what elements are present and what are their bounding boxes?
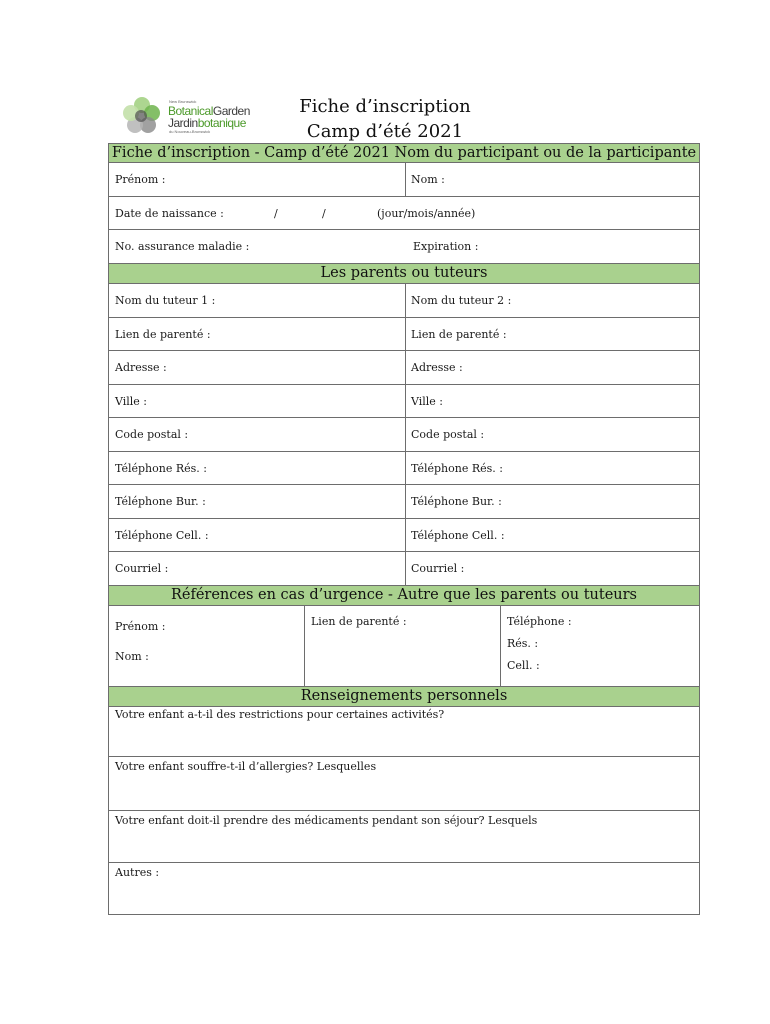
registration-form xyxy=(108,143,700,915)
emergency-relation-column[interactable] xyxy=(305,606,501,686)
parent-rows xyxy=(108,284,700,586)
guardian-1-cell-phone-field[interactable]: Téléphone Cell. : xyxy=(109,519,406,551)
guardian-1-email-field[interactable]: Courriel : xyxy=(109,552,406,585)
emergency-name-column[interactable] xyxy=(109,606,305,686)
participant-first-name-field[interactable]: Prénom : xyxy=(109,163,406,196)
logo-small-top: New Brunswick xyxy=(169,99,197,104)
table-row xyxy=(108,385,700,418)
table-row xyxy=(108,519,700,552)
table-row xyxy=(108,318,700,351)
guardian-2-work-phone-field[interactable]: Téléphone Bur. : xyxy=(411,495,502,508)
logo-line-1: BotanicalGarden xyxy=(168,104,250,118)
guardian-2-postal-field[interactable]: Code postal : xyxy=(411,428,485,441)
emergency-phone-column[interactable] xyxy=(501,606,699,686)
botanical-garden-logo xyxy=(121,96,261,136)
guardian-1-name-field[interactable]: Nom du tuteur 1 : xyxy=(109,284,406,317)
guardian-1-relation-field[interactable]: Lien de parenté : xyxy=(109,318,406,350)
guardian-1-city-field[interactable]: Ville : xyxy=(109,385,406,417)
medications-field[interactable]: Votre enfant doit-il prendre des médicaments pendant son séjour? Lesquels xyxy=(115,814,538,827)
participant-dob-field[interactable] xyxy=(109,197,699,229)
flower-logo-icon xyxy=(121,96,163,136)
participant-section-header: Fiche d’inscription - Camp d’été 2021 Nom du participant ou de la participante xyxy=(108,143,700,163)
table-row xyxy=(108,351,700,385)
allergies-row xyxy=(108,757,700,811)
guardian-2-address-field[interactable]: Adresse : xyxy=(411,361,463,374)
emergency-relation-label: Lien de parenté : xyxy=(311,615,407,628)
other-row xyxy=(108,863,700,915)
guardian-1-home-phone-field[interactable]: Téléphone Rés. : xyxy=(109,452,406,484)
participant-dob-row xyxy=(108,197,700,230)
guardian-2-city-field[interactable]: Ville : xyxy=(411,394,444,408)
participant-name-row xyxy=(108,163,700,197)
logo-line-2: Jardinbotanique xyxy=(168,116,246,130)
table-row xyxy=(108,418,700,452)
guardian-2-relation-field[interactable]: Lien de parenté : xyxy=(411,327,507,341)
health-card-label: No. assurance maladie : xyxy=(115,240,250,253)
table-row xyxy=(108,552,700,586)
guardian-2-cell-phone-field[interactable]: Téléphone Cell. : xyxy=(411,528,505,542)
emergency-section-header: Références en cas d’urgence - Autre que les parents ou tuteurs xyxy=(108,586,700,606)
parents-section-header: Les parents ou tuteurs xyxy=(108,264,700,284)
health-card-field[interactable] xyxy=(109,230,699,263)
logo-small-bottom: du Nouveau-Brunswick xyxy=(169,129,211,134)
restrictions-row xyxy=(108,707,700,757)
guardian-1-address-field[interactable]: Adresse : xyxy=(109,351,406,384)
guardian-2-home-phone-field[interactable]: Téléphone Rés. : xyxy=(411,461,503,475)
document-title-line-1: Fiche d’inscription xyxy=(299,96,471,117)
dob-separator-2: / xyxy=(322,206,326,220)
guardian-2-email-field[interactable]: Courriel : xyxy=(411,562,465,575)
guardian-1-work-phone-field[interactable]: Téléphone Bur. : xyxy=(109,485,406,518)
guardian-2-name-field[interactable]: Nom du tuteur 2 : xyxy=(411,294,512,307)
personal-section-header: Renseignements personnels xyxy=(108,687,700,707)
emergency-home-phone-label: Rés. : xyxy=(507,637,539,650)
other-field[interactable]: Autres : xyxy=(115,866,160,879)
dob-format-hint: (jour/mois/année) xyxy=(377,206,476,220)
dob-separator-1: / xyxy=(274,206,278,220)
expiration-label: Expiration : xyxy=(413,240,479,253)
table-row xyxy=(108,284,700,318)
participant-health-row xyxy=(108,230,700,264)
table-row xyxy=(108,485,700,519)
dob-label: Date de naissance : xyxy=(115,206,224,220)
restrictions-field[interactable]: Votre enfant a-t-il des restrictions pour certaines activités? xyxy=(115,708,445,721)
guardian-1-postal-field[interactable]: Code postal : xyxy=(109,418,406,451)
emergency-cell-phone-label: Cell. : xyxy=(507,659,540,672)
table-row xyxy=(108,452,700,485)
allergies-field[interactable]: Votre enfant souffre-t-il d’allergies? Lesquelles xyxy=(115,760,377,773)
emergency-first-name-label: Prénom : xyxy=(115,620,166,633)
emergency-contact-row xyxy=(108,606,700,687)
document-title-line-2: Camp d’été 2021 xyxy=(306,121,464,142)
medications-row xyxy=(108,811,700,863)
participant-last-name-field[interactable]: Nom : xyxy=(411,173,445,186)
emergency-last-name-label: Nom : xyxy=(115,650,149,663)
emergency-phone-label: Téléphone : xyxy=(507,615,572,628)
